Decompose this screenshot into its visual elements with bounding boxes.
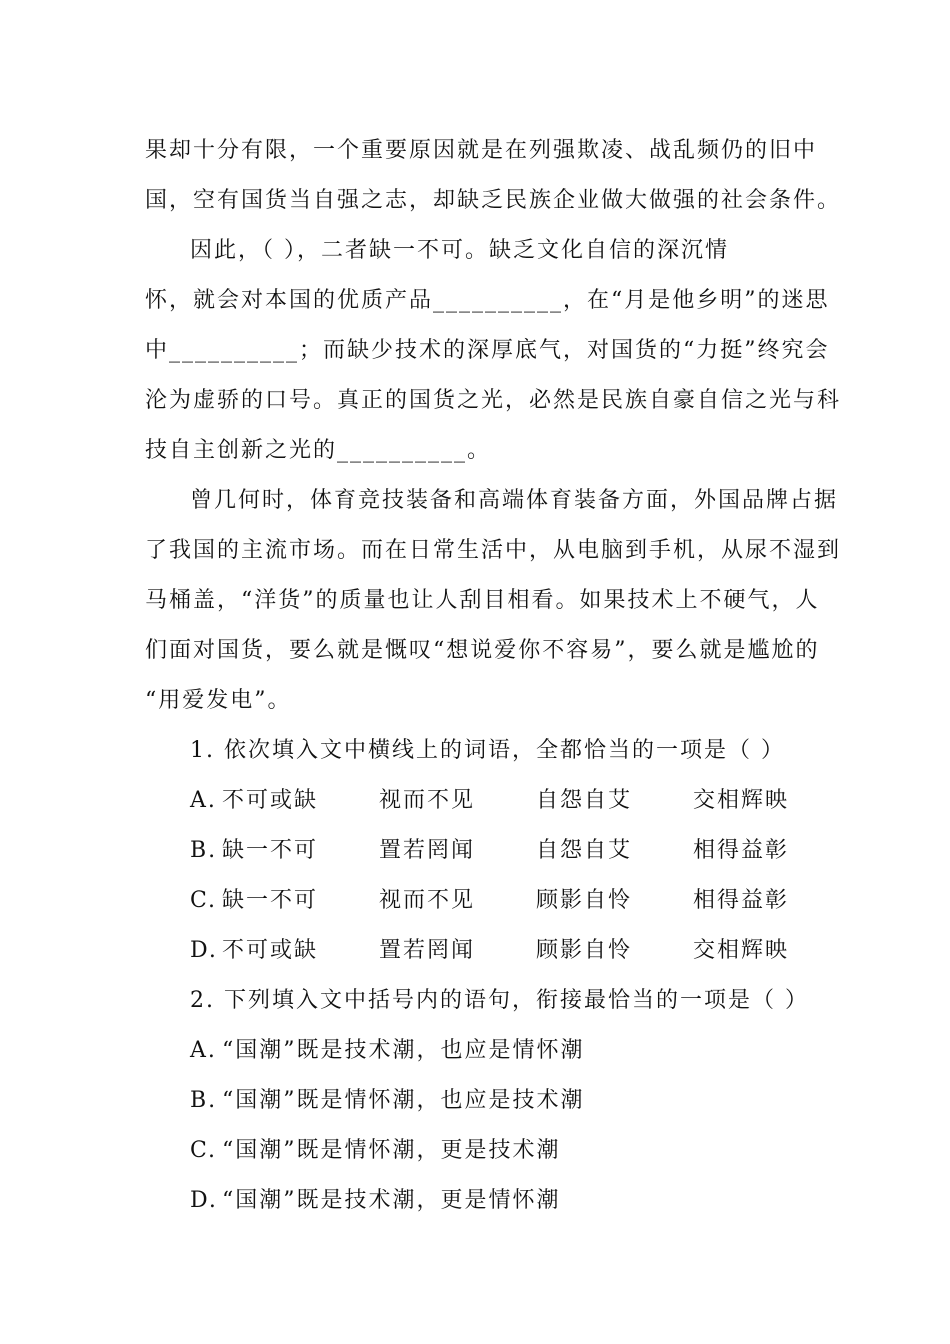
option-word: 不可或缺	[222, 788, 319, 813]
option-letter: B.	[190, 838, 218, 863]
option-word: 置若罔闻	[379, 938, 476, 963]
option-word: 相得益彰	[693, 838, 790, 863]
passage-line: 们面对国货，要么就是慨叹“想说爱你不容易”，要么就是尴尬的	[145, 638, 820, 663]
passage-line: 国，空有国货当自强之志，却缺乏民族企业做大做强的社会条件。	[145, 188, 842, 213]
option-text: “国潮”既是情怀潮，也应是技术潮	[222, 1088, 585, 1113]
question-2-option-a[interactable]	[190, 1036, 585, 1066]
passage-line: “用爱发电”。	[145, 688, 292, 713]
question-1-stem: 1. 依次填入文中横线上的词语，全都恰当的一项是（ ）	[190, 738, 785, 763]
passage-line: 了我国的主流市场。而在日常生活中，从电脑到手机，从尿不湿到	[145, 538, 842, 563]
passage-line: 怀，就会对本国的优质产品__________，在“月是他乡明”的迷思	[145, 288, 830, 313]
option-word: 不可或缺	[222, 938, 319, 963]
option-word: 缺一不可	[222, 888, 319, 913]
option-word: 置若罔闻	[379, 838, 476, 863]
option-text: “国潮”既是技术潮，更是情怀潮	[222, 1188, 561, 1213]
option-word: 交相辉映	[693, 788, 790, 813]
passage-line: 因此，（ ），二者缺一不可。缺乏文化自信的深沉情	[190, 238, 729, 263]
passage-line: 中__________；而缺少技术的深厚底气，对国货的“力挺”终究会	[145, 338, 830, 363]
question-2-option-c[interactable]	[190, 1136, 561, 1166]
option-letter: A.	[190, 788, 217, 813]
option-word: 顾影自怜	[536, 888, 633, 913]
option-text: “国潮”既是情怀潮，更是技术潮	[222, 1138, 561, 1163]
passage-line: 技自主创新之光的__________。	[145, 438, 492, 463]
option-word: 视而不见	[379, 788, 476, 813]
option-letter: A.	[190, 1038, 217, 1063]
option-letter: D.	[190, 938, 218, 963]
option-letter: C.	[190, 1138, 218, 1163]
passage-line: 马桶盖，“洋货”的质量也让人刮目相看。如果技术上不硬气，人	[145, 588, 820, 613]
passage-line: 沦为虚骄的口号。真正的国货之光，必然是民族自豪自信之光与科	[145, 388, 842, 413]
option-word: 缺一不可	[222, 838, 319, 863]
passage-line: 曾几何时，体育竞技装备和高端体育装备方面，外国品牌占据	[190, 488, 839, 513]
option-word: 自怨自艾	[536, 838, 633, 863]
option-text: “国潮”既是技术潮，也应是情怀潮	[222, 1038, 585, 1063]
option-word: 相得益彰	[693, 888, 790, 913]
question-1-option-c[interactable]	[190, 886, 810, 916]
option-word: 交相辉映	[693, 938, 790, 963]
option-word: 自怨自艾	[536, 788, 633, 813]
option-letter: C.	[190, 888, 218, 913]
question-1-option-d[interactable]	[190, 936, 810, 966]
question-2-option-b[interactable]	[190, 1086, 585, 1116]
question-1-option-b[interactable]	[190, 836, 810, 866]
passage-line: 果却十分有限，一个重要原因就是在列强欺凌、战乱频仍的旧中	[145, 138, 818, 163]
option-letter: B.	[190, 1088, 218, 1113]
option-word: 视而不见	[379, 888, 476, 913]
option-word: 顾影自怜	[536, 938, 633, 963]
question-1-option-a[interactable]	[190, 786, 810, 816]
question-2-option-d[interactable]	[190, 1186, 561, 1216]
question-2-stem: 2. 下列填入文中括号内的语句，衔接最恰当的一项是（ ）	[190, 988, 809, 1013]
option-letter: D.	[190, 1188, 218, 1213]
